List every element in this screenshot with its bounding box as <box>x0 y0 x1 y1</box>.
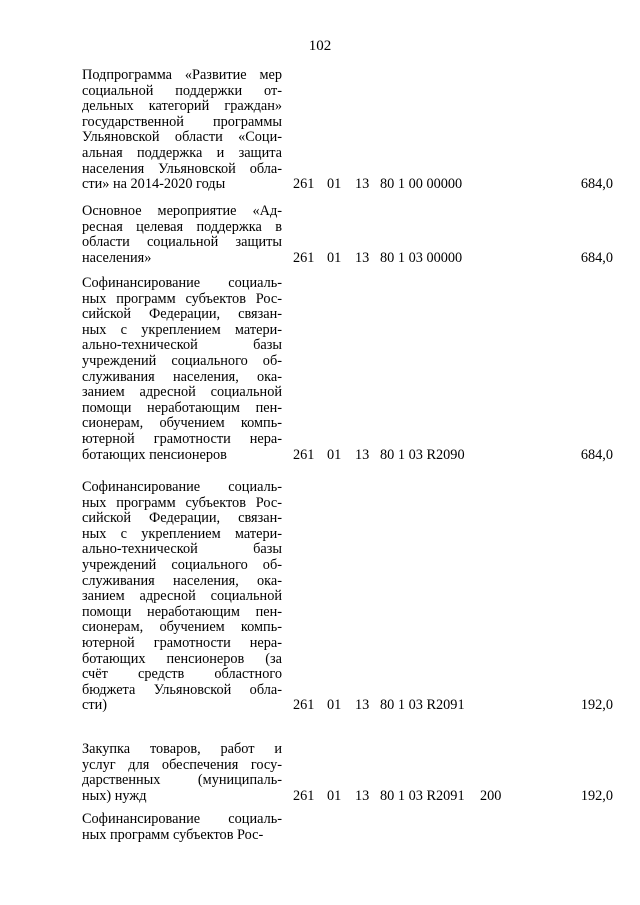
amount: 192,0 <box>580 697 613 714</box>
section-code: 01 <box>327 249 342 266</box>
description-line: ютерной грамотности нера- <box>82 634 282 651</box>
subsection-code: 13 <box>355 446 370 463</box>
page-number: 102 <box>308 38 332 54</box>
description-line: дельных категорий граждан» <box>82 98 282 115</box>
row-description <box>82 812 282 843</box>
admin-code: 261 <box>293 249 315 266</box>
description-line: сионерам, обучением компь- <box>82 619 282 636</box>
row-description <box>82 204 282 266</box>
row-description <box>82 276 282 463</box>
description-line: сионерам, обучением компь- <box>82 415 282 432</box>
description-line: социальной поддержки от- <box>82 82 282 99</box>
subsection-code: 13 <box>355 697 370 714</box>
description-line: помощи неработающим пен- <box>82 603 282 620</box>
section-code: 01 <box>327 176 342 193</box>
description-line: ютерной грамотности нера- <box>82 430 282 447</box>
description-line: занием адресной социальной <box>82 384 282 401</box>
target-article-code: 80 1 03 R2091 <box>380 697 465 714</box>
description-line: учреждений социального об- <box>82 352 282 369</box>
row-description <box>82 68 282 193</box>
description-line: населения Ульяновской обла- <box>82 160 282 177</box>
admin-code: 261 <box>293 787 315 804</box>
amount: 684,0 <box>580 446 613 463</box>
description-line: занием адресной социальной <box>82 588 282 605</box>
description-line: ных программ субъектов Рос- <box>82 826 264 843</box>
description-line: ально-технической базы <box>82 337 282 354</box>
amount: 684,0 <box>580 176 613 193</box>
admin-code: 261 <box>293 176 315 193</box>
description-line: ных программ субъектов Рос- <box>82 494 282 511</box>
section-code: 01 <box>327 697 342 714</box>
description-line: сти) <box>82 697 108 714</box>
description-line: ных с укреплением матери- <box>82 321 282 338</box>
description-line: ных) нужд <box>82 787 147 804</box>
description-line: сийской Федерации, связан- <box>82 510 282 527</box>
target-article-code: 80 1 03 00000 <box>380 249 463 266</box>
section-code: 01 <box>327 446 342 463</box>
description-line: ных программ субъектов Рос- <box>82 290 282 307</box>
description-line: сийской Федерации, связан- <box>82 306 282 323</box>
description-line: альная поддержка и защита <box>82 144 282 161</box>
description-line: помощи неработающим пен- <box>82 399 282 416</box>
description-line: ботающих пенсионеров (за <box>82 650 282 667</box>
description-line: бюджета Ульяновской обла- <box>82 681 282 698</box>
description-line: Софинансирование социаль- <box>82 811 282 827</box>
admin-code: 261 <box>293 446 315 463</box>
description-line: Основное мероприятие «Ад- <box>82 203 282 219</box>
target-article-code: 80 1 00 00000 <box>380 176 463 193</box>
target-article-code: 80 1 03 R2090 <box>380 446 465 463</box>
description-line: ботающих пенсионеров <box>82 446 227 463</box>
description-line: услуг для обеспечения госу- <box>82 756 282 773</box>
description-line: Подпрограмма «Развитие мер <box>82 67 282 83</box>
description-line: Софинансирование социаль- <box>82 479 282 495</box>
description-line: Закупка товаров, работ и <box>82 741 282 757</box>
description-line: сти» на 2014-2020 годы <box>82 176 226 193</box>
description-line: служивания населения, ока- <box>82 572 282 589</box>
expense-type-code: 200 <box>480 787 502 804</box>
description-line: учреждений социального об- <box>82 556 282 573</box>
description-line: Ульяновской области «Соци- <box>82 129 282 146</box>
amount: 684,0 <box>580 249 613 266</box>
description-line: населения» <box>82 249 152 266</box>
row-description <box>82 742 282 804</box>
subsection-code: 13 <box>355 787 370 804</box>
subsection-code: 13 <box>355 249 370 266</box>
description-line: дарственных (муниципаль- <box>82 772 282 789</box>
admin-code: 261 <box>293 697 315 714</box>
description-line: области социальной защиты <box>82 234 282 251</box>
target-article-code: 80 1 03 R2091 <box>380 787 465 804</box>
description-line: ных с укреплением матери- <box>82 525 282 542</box>
description-line: счёт средств областного <box>82 666 282 683</box>
amount: 192,0 <box>580 787 613 804</box>
description-line: ресная целевая поддержка в <box>82 218 282 235</box>
description-line: ально-технической базы <box>82 541 282 558</box>
description-line: Софинансирование социаль- <box>82 275 282 291</box>
description-line: государственной программы <box>82 113 282 130</box>
row-description <box>82 480 282 714</box>
subsection-code: 13 <box>355 176 370 193</box>
section-code: 01 <box>327 787 342 804</box>
description-line: служивания населения, ока- <box>82 368 282 385</box>
